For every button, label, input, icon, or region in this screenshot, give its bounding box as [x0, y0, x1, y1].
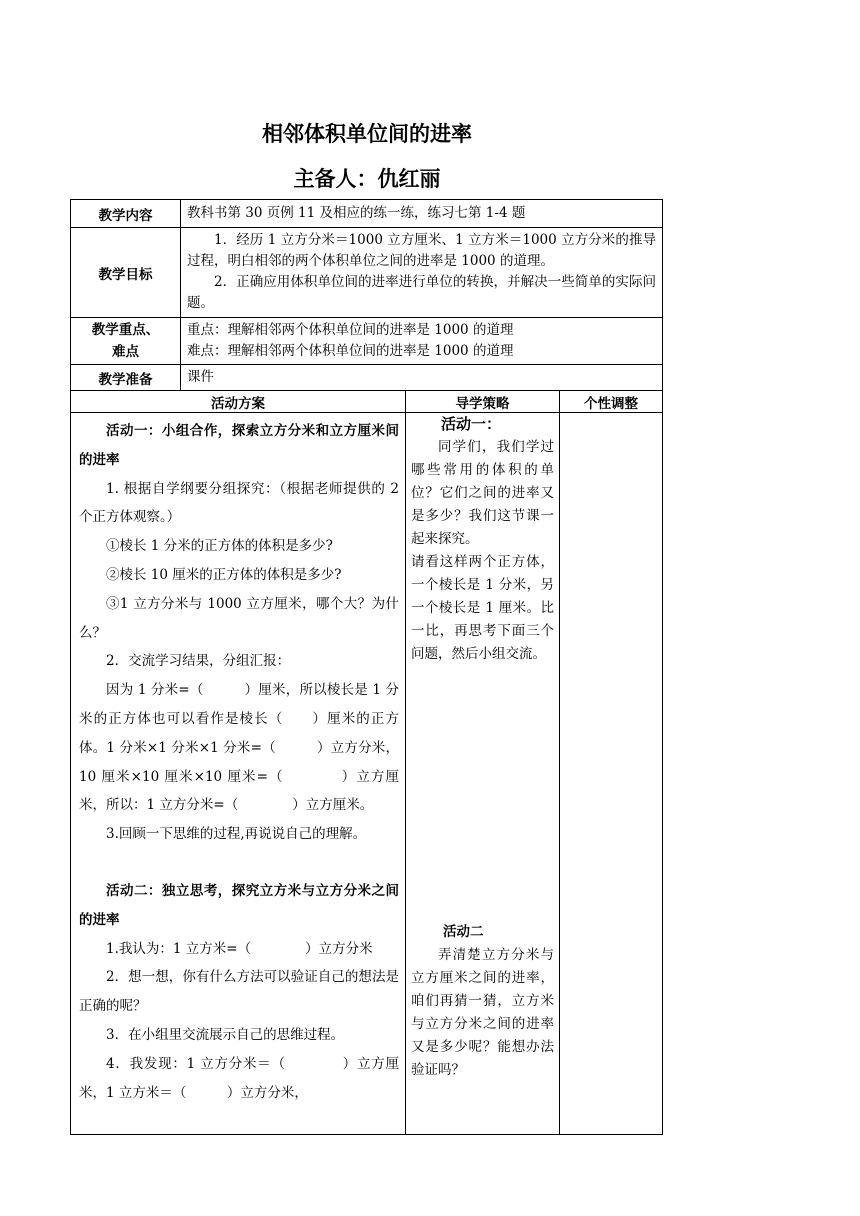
document-title: 相邻体积单位间的进率: [262, 122, 472, 146]
activity2-heading: 活动二：独立思考，探究立方米与立方分米之间的进率: [79, 882, 399, 928]
activity1-line: 因为 1 分米=（ ）厘米，所以棱长是 1 分米的正方体也可以看作是棱长（ ）厘米的正方体。1 分米×1 分米×1 分米=（ ）立方分米，10 厘米×10 厘米×10 厘米=（ ）立方厘米，所以：1 立方分米=（ ）立方厘米。: [79, 682, 399, 814]
guide1-text: 同学们，我们学过哪些常用的体积的单位？它们之间的进率又是多少？我们这节课一起来探究。: [411, 439, 554, 547]
activity2-line: 1.我认为：1 立方米=（ ）立方分米: [106, 940, 373, 957]
activity2-line: 4．我发现：1 立方分米＝（ ）立方厘米，1 立方米＝（ ）立方分米，: [79, 1055, 399, 1101]
key-item: 重点：理解相邻两个体积单位间的进率是 1000 的道理: [187, 322, 514, 338]
adjust-cell: [560, 413, 663, 1135]
spacer: [79, 849, 399, 877]
activity1-line: 1. 根据自学纲要分组探究：（根据老师提供的 2 个正方体观察。）: [79, 480, 399, 526]
row-prep: [71, 365, 663, 391]
activity1-line: ②棱长 10 厘米的正方体的体积是多少?: [106, 566, 342, 583]
guide1-heading: 活动一：: [441, 415, 502, 433]
label-prep: 教学准备: [71, 365, 181, 391]
column-guide: 导学策略: [406, 391, 560, 413]
label-key-text: 教学重点、难点: [91, 322, 160, 360]
row-goals: [71, 228, 663, 318]
guide2-heading: 活动二: [443, 924, 484, 940]
activity2-line: 2．想一想，你有什么方法可以验证自己的想法是正确的呢？: [79, 969, 399, 1015]
guide-cell: [406, 413, 560, 1135]
content-text: [181, 200, 663, 228]
key-text: [181, 318, 663, 365]
row-activities: [71, 413, 663, 1135]
label-content: 教学内容: [71, 200, 181, 228]
content-value: 教科书第 30 页例 11 及相应的练一练，练习七第 1-4 题: [187, 205, 526, 221]
activity1-line: 2．交流学习结果，分组汇报：: [106, 653, 291, 670]
row-column-headers: [71, 391, 663, 413]
prep-value: 课件: [187, 369, 214, 385]
activity1-line: 3.回顾一下思维的过程,再说说自己的理解。: [106, 826, 367, 843]
label-key: [71, 318, 181, 365]
label-goals: 教学目标: [71, 228, 181, 318]
spacer: [411, 666, 554, 921]
author-line: 主备人：仇红丽: [293, 167, 441, 191]
goal-item: 1．经历 1 立方分米＝1000 立方厘米、1 立方米＝1000 立方分米的推导过程，明白相邻的两个体积单位之间的进率是 1000 的道理。: [187, 232, 657, 269]
goals-text: [181, 228, 663, 318]
activity-plan-cell: [71, 413, 406, 1135]
guide1-text: 请看这样两个正方体，一个棱长是 1 分米，另一个棱长是 1 厘米。比一比，再思考下面三个问题，然后小组交流。: [411, 554, 554, 662]
activity2-line: 3．在小组里交流展示自己的思维过程。: [106, 1026, 345, 1043]
row-content: [71, 200, 663, 228]
column-adjust: 个性调整: [560, 391, 663, 413]
lesson-plan-table: [70, 199, 663, 1135]
goal-item: 2．正确应用体积单位间的进率进行单位的转换，并解决一些简单的实际问题。: [187, 274, 657, 311]
activity1-line: ③1 立方分米与 1000 立方厘米，哪个大？为什么？: [79, 595, 399, 641]
prep-text: [181, 365, 663, 391]
activity1-heading: 活动一：小组合作，探索立方分米和立方厘米间的进率: [79, 423, 399, 468]
key-item: 难点：理解相邻两个体积单位间的进率是 1000 的道理: [187, 343, 514, 359]
activity1-line: ①棱长 1 分米的正方体的体积是多少?: [106, 538, 333, 555]
row-key: [71, 318, 663, 365]
guide2-text: 弄清楚立方分米与立方厘米之间的进率，咱们再猜一猜，立方米与立方分米之间的进率又是多少呢？能想办法验证吗？: [411, 947, 554, 1078]
column-plan: 活动方案: [71, 391, 406, 413]
